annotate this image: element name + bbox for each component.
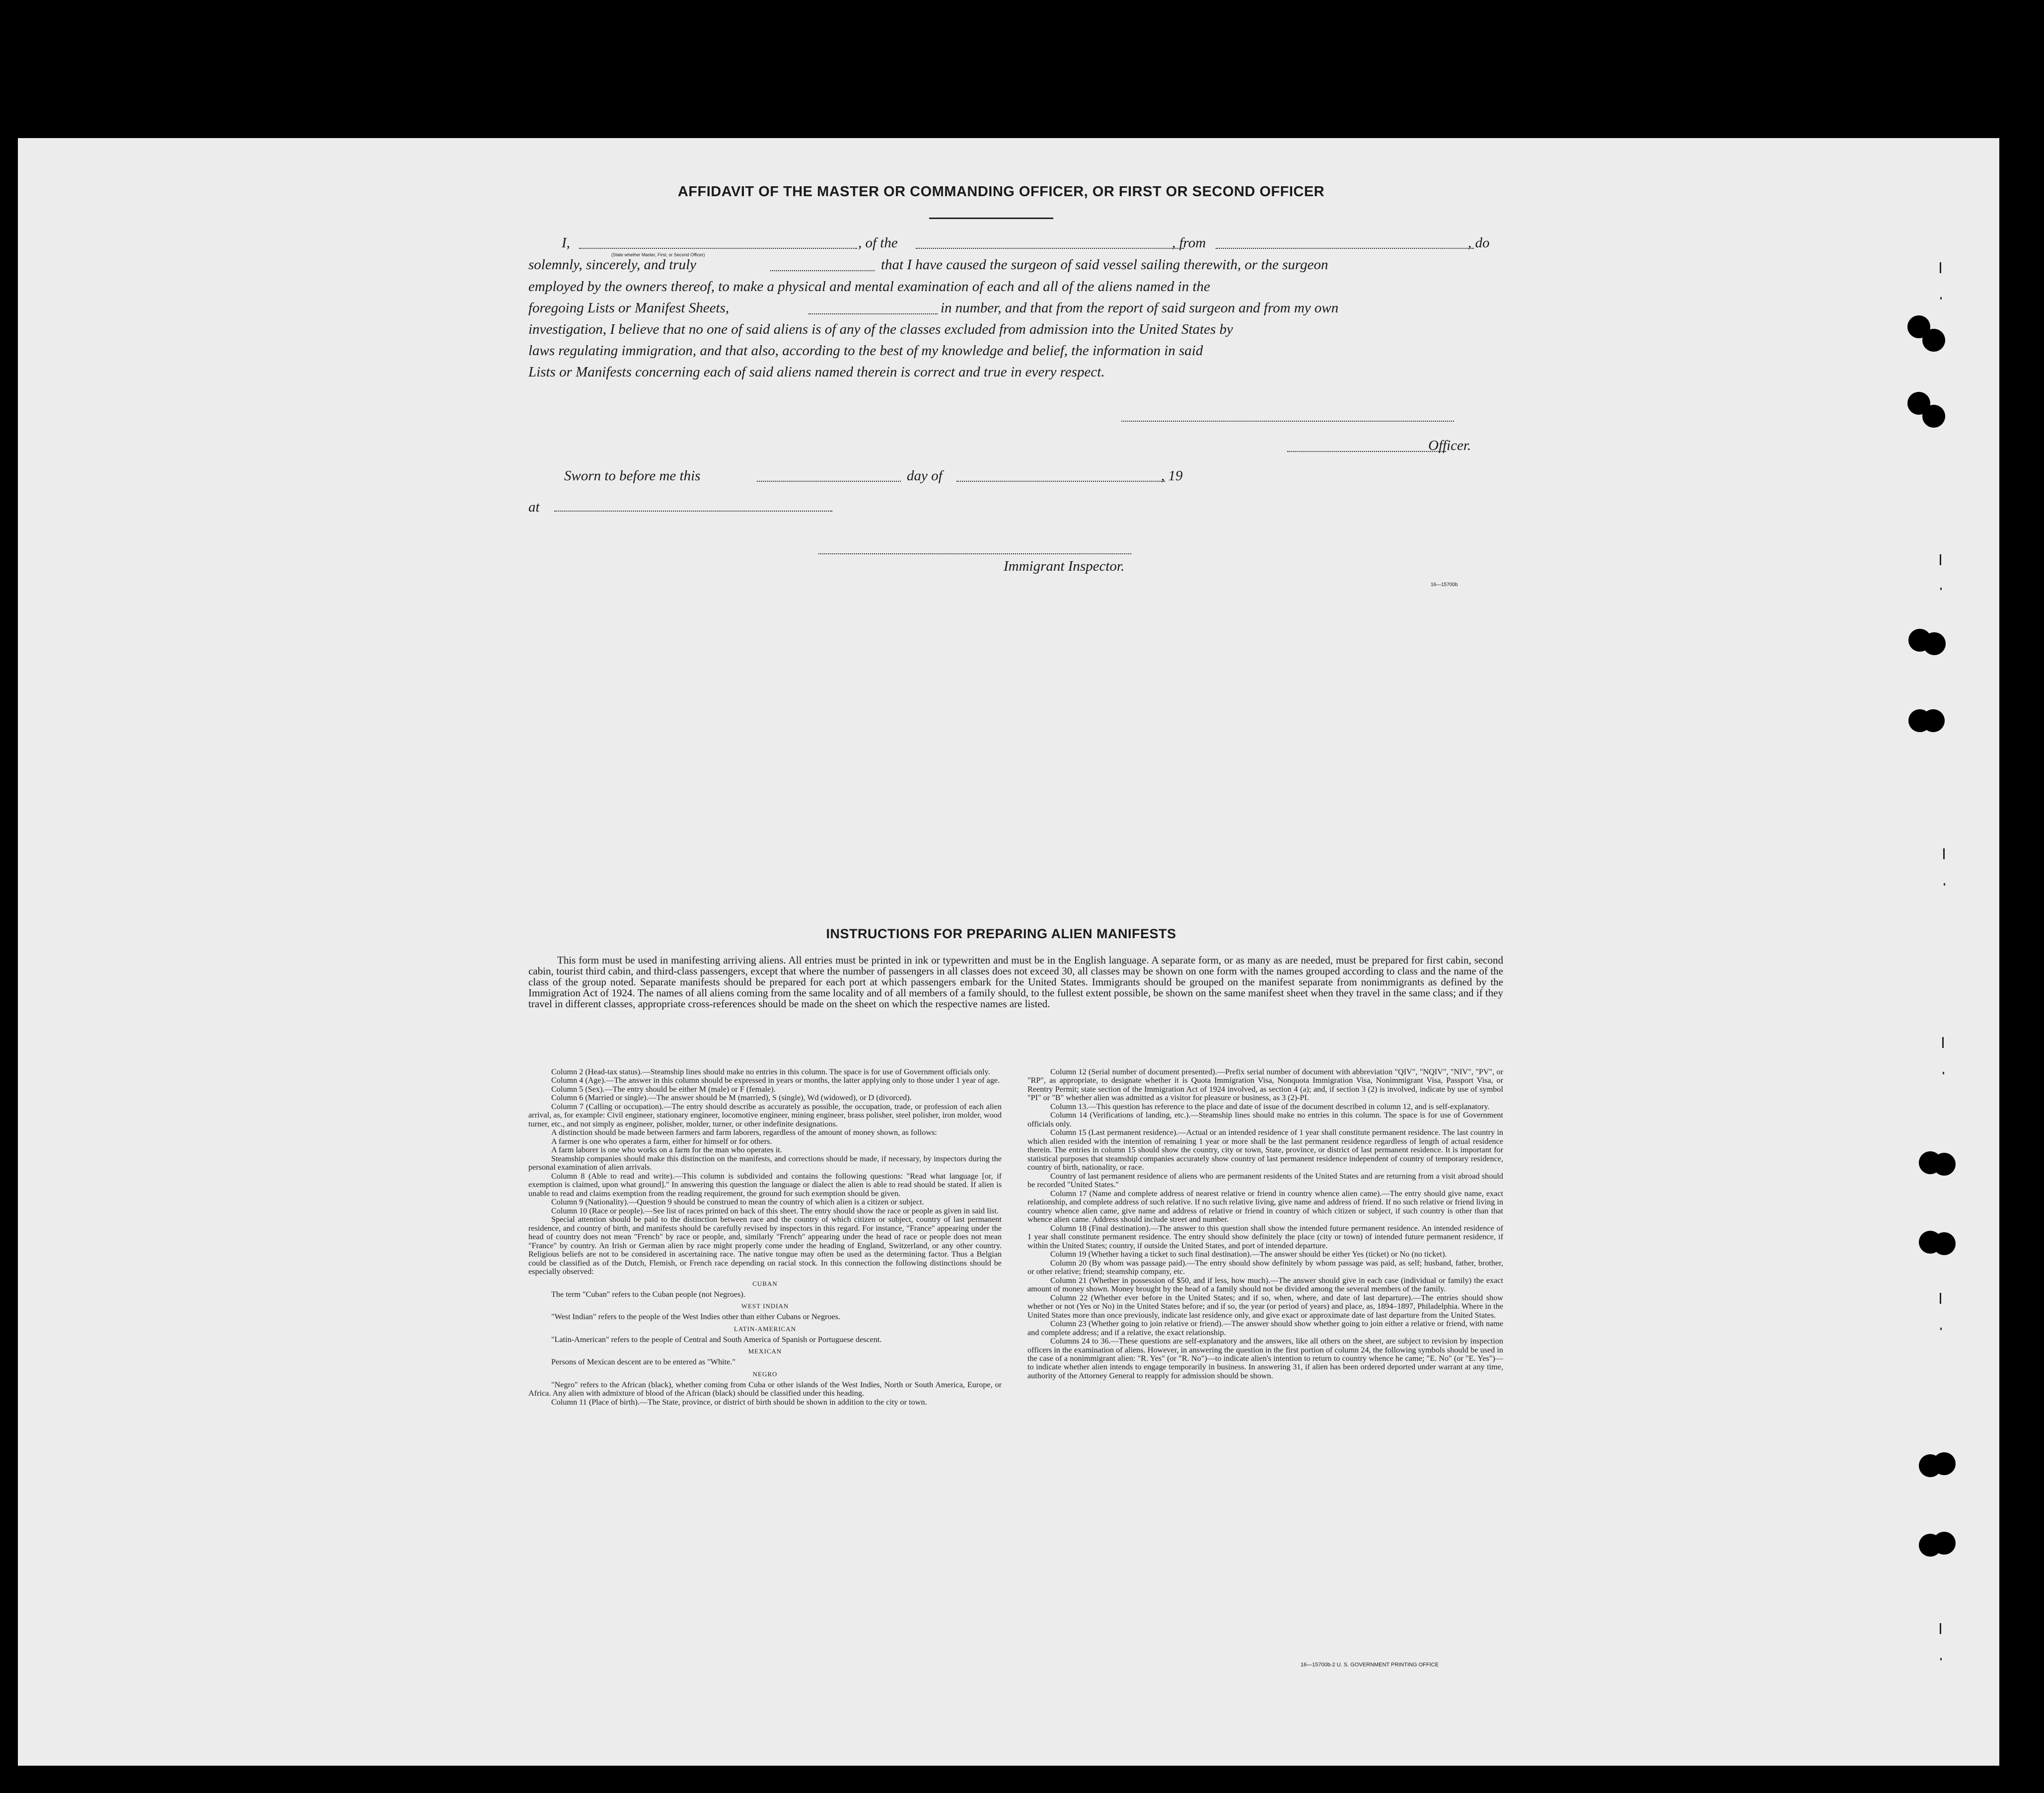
col-10-text: Column 10 (Race or people).—See list of races printed on back of this sheet. The entry should show the race or people as given in said list. [551, 1206, 999, 1215]
binding-hole-icon [1933, 1153, 1956, 1176]
col-9-text: Column 9 (Nationality).—Question 9 should be construed to mean the country of which alien is a citizen or subject. [551, 1197, 924, 1207]
col-11-text: Column 11 (Place of birth).—The State, province, or district of birth should be shown in addition to the city or town. [551, 1397, 927, 1407]
instructions-intro: This form must be used in manifesting arriving aliens. All entries must be printed in ink or typewritten and must be in the English language. A separate form, or as many as are needed, must be prepared for first cabin, second cabin, tourist third cabin, and third-class passengers, except that where the number of passengers in all classes does not exceed 30, all classes may be shown on one form with the names grouped according to class and the name of the class of the group noted. Separate manifests should be prepared for each port at which passengers embark for the United States. Immigrants should be grouped on the manifest separate from nonimmigrants as defined by the Immigration Act of 1924. The names of all aliens coming from the same locality and of all members of a family should, to the fullest extent possible, be shown on the same manifest sheet when they travel in the same class; and if they travel in different classes, appropriate cross-references should be made on the sheet on which the respective names are listed. [528, 954, 1503, 1010]
mexican-text: Persons of Mexican descent are to be entered as "White." [551, 1357, 736, 1367]
affidavit-line6: laws regulating immigration, and that also, according to the best of my knowledge and belief, the information in said [528, 343, 1203, 359]
col-22-text: Column 22 (Whether ever before in the United States; and if so, when, where, and date of last departure).—The entries should show whether or not (Yes or No) in the United States before; and if so, the year (or period of years) and place, as, 1894–1897, Philadelphia. Where in the United States more than once previously, indicate last residence only, and give exact or approximate date of last departure from the United States. [1027, 1293, 1503, 1320]
col-19-text: Column 19 (Whether having a ticket to such final destination).—The answer should be either Yes (ticket) or No (no ticket). [1050, 1250, 1447, 1259]
sworn-month-blank[interactable] [956, 481, 1165, 482]
cuban-heading: CUBAN [752, 1279, 778, 1287]
instructions-left-column [528, 1068, 1002, 1407]
instructions-form-number: 16—15700b-2 U. S. GOVERNMENT PRINTING OFFICE [1301, 1662, 1439, 1668]
binding-hole-icon [1922, 709, 1945, 732]
col-8-text: Column 8 (Able to read and write).—This column is subdivided and contains the following questions: "Read what language [or, if exemption is claimed, upon what ground]." In answering this question the language or dialect the alien is able to read should be stated. If alien is unable to read and claims exemption from the reading requirement, the ground for such exemption should be given. [528, 1171, 1002, 1198]
officer-signature-line[interactable] [1121, 421, 1454, 422]
title-rule [929, 218, 1053, 219]
affidavit-from: , from [1172, 235, 1206, 251]
officer-name-line[interactable] [1287, 451, 1446, 452]
edge-dot [1940, 588, 1942, 590]
col-14-text: Column 14 (Verifications of landing, etc.).—Steamship lines should make no entries in this column. The space is for use of Government officials only. [1027, 1111, 1503, 1128]
edge-tick [1940, 1293, 1941, 1304]
binding-hole-icon [1922, 329, 1945, 352]
col-15-text: Column 15 (Last permanent residence).—Actual or an intended residence of 1 year shall constitute permanent residence. The last country in which alien resided with the intention of remaining 1 year or more shall be the last permanent residence regardless of length of actual residence therein. The entries in column 15 should show the country, city or town, State, province, or district of last permanent residence. It is important for statistical purposes that steamship companies accurately show country of last permanent residence independent of country of temporary residence, country of birth, nationality, or race. [1027, 1128, 1503, 1172]
year-label: , 19 [1161, 468, 1183, 484]
edge-tick [1940, 262, 1941, 273]
inspector-label: Immigrant Inspector. [1004, 558, 1125, 574]
inspector-signature-line[interactable] [818, 553, 1131, 554]
port-from-blank[interactable] [1216, 248, 1474, 249]
steamship-distinction-text: Steamship companies should make this distinction on the manifests, and corrections should be made, if necessary, by inspectors during the personal examination of alien arrivals. [528, 1154, 1002, 1172]
col-17-text: Column 17 (Name and complete address of nearest relative or friend in country whence alien came).—The entry should give name, exact relationship, and complete address of such relative. If no such relative living, give name and address of friend. If no such relative or friend living in country whence alien came, give name and address of relative or friend in country of which citizen or subject, if such country is other than that whence alien came. Address should include street and number. [1027, 1189, 1503, 1224]
binding-hole-icon [1923, 632, 1946, 655]
edge-dot [1940, 1658, 1942, 1660]
sheet-count-blank[interactable] [808, 313, 938, 314]
officer-label: Officer. [1428, 438, 1471, 453]
vessel-name-blank[interactable] [916, 248, 1184, 249]
negro-text: "Negro" refers to the African (black), whether coming from Cuba or other islands of the West Indies, North or South America, Europe, or Africa. Any alien with admixture of blood of the African (black) should be classified under this heading. [528, 1380, 1002, 1398]
col-4-text: Column 4 (Age).—The answer in this column should be expressed in years or months, the latter applying only to those under 1 year of age. [551, 1076, 1000, 1085]
col-7-text: Column 7 (Calling or occupation).—The entry should describe as accurately as possible, the occupation, trade, or profession of each alien arrival, as, for example: Civil engineer, stationary engineer, locomotive engineer, mining engineer, brass polisher, steel polisher, iron molder, wood turner, etc., and not simply as engineer, polisher, molder, turner, or other indefinite designations. [528, 1102, 1002, 1128]
surgeon-blank[interactable] [770, 270, 875, 271]
officer-rank-blank[interactable] [579, 248, 857, 249]
edge-dot [1940, 297, 1942, 299]
binding-hole-icon [1933, 1232, 1956, 1255]
col-5-text: Column 5 (Sex).—The entry should be either M (male) or F (female). [551, 1084, 776, 1094]
affidavit-i: I, [562, 235, 570, 251]
latin-american-heading: LATIN-AMERICAN [733, 1325, 797, 1333]
edge-tick [1942, 1037, 1944, 1048]
edge-tick [1940, 1623, 1941, 1634]
sworn-day-blank[interactable] [757, 481, 901, 482]
col-20-text: Column 20 (By whom was passage paid).—The entry should show definitely by whom passage was paid, as self; husband, father, brother, or other relative; friend; steamship company, etc. [1027, 1258, 1503, 1276]
affidavit-title: AFFIDAVIT OF THE MASTER OR COMMANDING OFFICER, OR FIRST OR SECOND OFFICER [677, 184, 1325, 200]
sworn-place-blank[interactable] [554, 511, 832, 512]
day-of-label: day of [907, 468, 943, 484]
affidavit-line5: investigation, I believe that no one of said aliens is of any of the classes excluded from admission into the United States by [528, 321, 1233, 337]
sworn-label: Sworn to before me this [564, 468, 701, 484]
negro-heading: NEGRO [752, 1370, 778, 1378]
rank-note: (State whether Master, First, or Second Officer) [611, 252, 705, 257]
edge-dot [1943, 1072, 1944, 1074]
west-indian-text: "West Indian" refers to the people of the West Indies other than either Cubans or Negroes. [551, 1312, 841, 1322]
edge-dot [1944, 883, 1945, 886]
col-18-text: Column 18 (Final destination).—The answer to this question shall show the intended future permanent residence. An intended residence of 1 year shall constitute permanent residence. The entry should show definitely the place (city or town) of intended future permanent residence, if within the United States; country, if outside the United States, and port of intended departure. [1027, 1223, 1503, 1250]
manifest-sheet [18, 138, 1999, 1766]
edge-dot [1940, 1328, 1942, 1330]
col-24-36-text: Columns 24 to 36.—These questions are self-explanatory and the answers, like all others on the sheet, are subject to revision by inspection officers in the examination of aliens. However, in answering the question in the first portion of column 24, the following symbols should be used in the case of a nonimmigrant alien: "R. Yes" (or "R. No")—to indicate alien's intention to return to country whence he came; "E. No" (or "E. Yes")—to indicate whether alien intends to engage temporarily in business. In answering 31, if alien has been ordered deported under warrant at any time, authority of the Attorney General to reapply for admission should be shown. [1027, 1337, 1503, 1380]
affidavit-line4a: foregoing Lists or Manifest Sheets, [528, 300, 730, 316]
latin-american-text: "Latin-American" refers to the people of Central and South America of Spanish or Portuguese descent. [551, 1335, 882, 1344]
col-23-text: Column 23 (Whether going to join relative or friend).—The answer should show whether going to join either a relative or friend, with name and complete address; and if a relative, the exact relationship. [1027, 1319, 1503, 1337]
binding-hole-icon [1922, 405, 1945, 428]
binding-hole-icon [1933, 1532, 1956, 1555]
affidavit-do: , do [1468, 235, 1490, 251]
instructions-right-column [1027, 1068, 1503, 1380]
col-21-text: Column 21 (Whether in possession of $50, and if less, how much).—The answer should give in each case (individual or family) the exact amount of money shown. Money brought by the head of a family should not be divided among the several members of the family. [1027, 1275, 1503, 1294]
edge-tick [1940, 554, 1941, 565]
affidavit-line3: employed by the owners thereof, to make a physical and mental examination of each and all of the aliens named in the [528, 279, 1210, 295]
col-6-text: Column 6 (Married or single).—The answer should be M (married), S (single), Wd (widowed), or D (divorced). [551, 1093, 912, 1103]
col-2-text: Column 2 (Head-tax status).—Steamship lines should make no entries in this column. The space is for use of Government officials only. [551, 1067, 990, 1076]
col-12-text: Column 12 (Serial number of document presented).—Prefix serial number of document with abbreviation "QIV", "NQIV", "NIV", "PV", or "RP", as appropriate, to designate whether it is Quota Immigration Visa, Nonquota Immigration Visa, Nonimmigrant Visa, Passport Visa, or Reentry Permit; state section of the Immigration Act of 1924 involved, as section 4 (a); and, if section 3 (2) is involved, indicate by use of symbol "PI" or "B" whether alien was admitted as a visitor for pleasure or business, as 3 (2)-PI. [1027, 1067, 1503, 1103]
farmer-def-text: A farmer is one who operates a farm, either for himself or for others. [551, 1136, 772, 1146]
instructions-title: INSTRUCTIONS FOR PREPARING ALIEN MANIFESTS [826, 926, 1176, 941]
us-residence-text: Country of last permanent residence of aliens who are permanent residents of the United States and are returning from a visit abroad should be recorded "United States." [1027, 1171, 1503, 1190]
affidavit-line7: Lists or Manifests concerning each of said aliens named therein is correct and true in every respect. [528, 364, 1105, 380]
affidavit-line2a: solemnly, sincerely, and truly [528, 257, 697, 273]
farmer-distinction-text: A distinction should be made between farmers and farm laborers, regardless of the amount of money shown, as follows: [551, 1128, 937, 1137]
at-label: at [528, 499, 540, 515]
race-attention-text: Special attention should be paid to the distinction between race and the country of which citizen or subject, country of last permanent residence, and country of birth, and manifests should be carefully revised by inspectors in this regard. For instance, "France" appearing under the head of country does not mean "French" by race or people, and, similarly "French" appearing under the head of race or people does not mean "France" by country. An Irish or German alien by race might properly come under the heading of England, Switzerland, or any other country. Religious beliefs are not to be considered in ascertaining race. The native tongue may often be used as the determining factor. Thus a Belgian could be classified as of the Dutch, Flemish, or French race depending on racial stock. In this connection the following distinctions should be especially observed: [528, 1215, 1002, 1276]
edge-tick [1943, 848, 1945, 859]
affidavit-line2b: that I have caused the surgeon of said vessel sailing therewith, or the surgeon [881, 257, 1328, 273]
cuban-text: The term "Cuban" refers to the Cuban people (not Negroes). [551, 1289, 745, 1299]
affidavit-line4b: in number, and that from the report of said surgeon and from my own [941, 300, 1339, 316]
farm-laborer-def-text: A farm laborer is one who works on a farm for the man who operates it. [551, 1145, 782, 1155]
binding-hole-icon [1933, 1452, 1956, 1475]
affidavit-form-number: 16—15700b [1431, 582, 1458, 588]
col-13-text: Column 13.—This question has reference to the place and date of issue of the document described in column 12, and is self-explanatory. [1050, 1102, 1490, 1111]
west-indian-heading: WEST INDIAN [741, 1302, 789, 1310]
affidavit-of-the: , of the [858, 235, 898, 251]
mexican-heading: MEXICAN [748, 1347, 782, 1355]
